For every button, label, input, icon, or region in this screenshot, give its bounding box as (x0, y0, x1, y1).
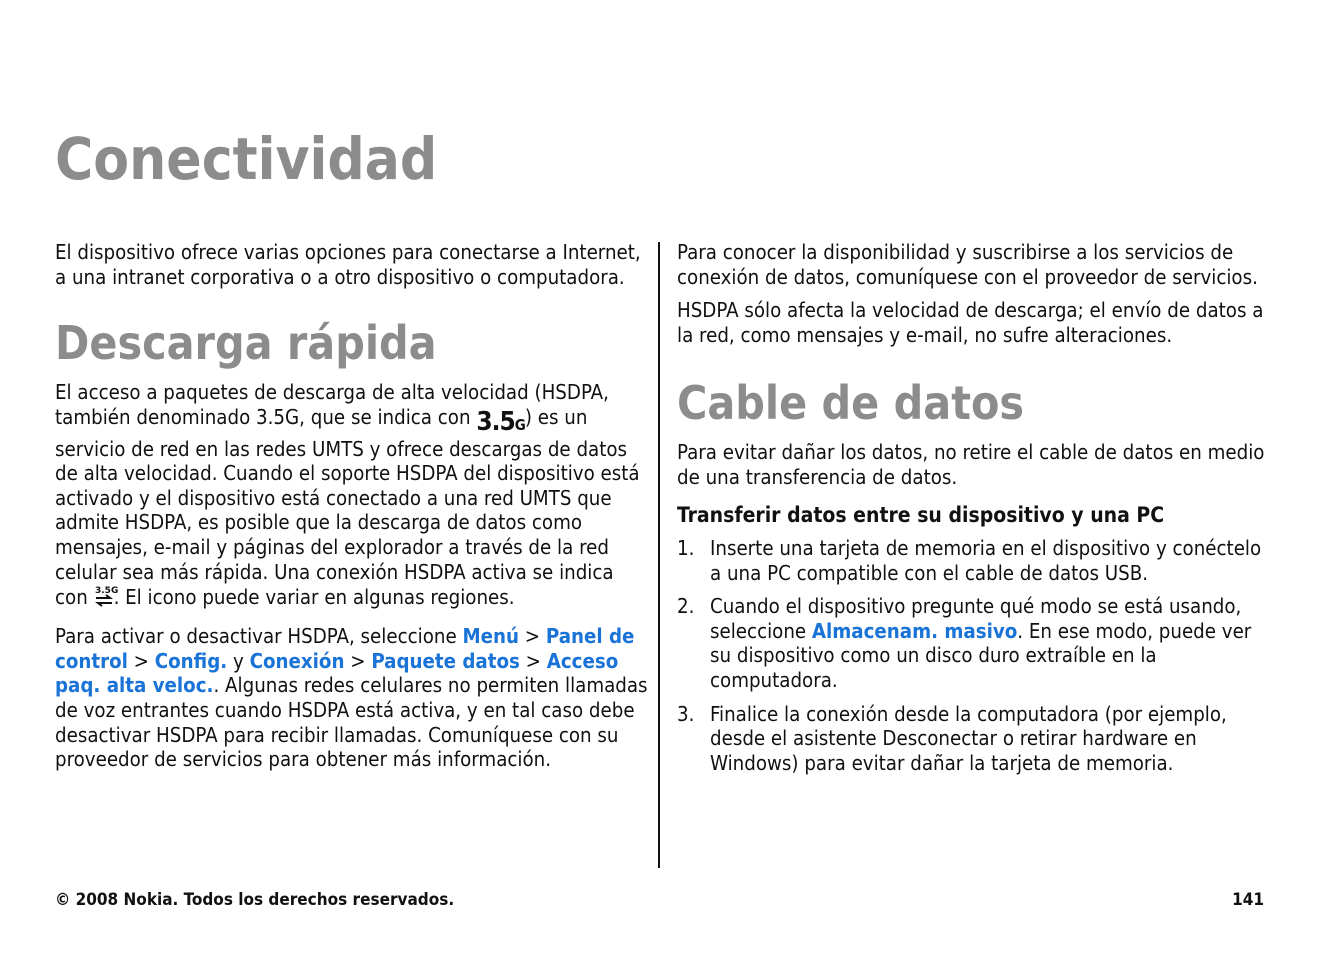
link-acceso-paq-alta-veloc[interactable]: Acceso paq. alta veloc. (55, 648, 619, 698)
descarga-paragraph-2 (55, 624, 650, 772)
descarga-text-b: ) es un servicio de red en las redes UMTS y ofrece descargas de datos de alta velocidad. Cuando el soporte HSDPA del dispositivo está activado y el dispositivo está conectado a una red UMTS que admite HSDPA, es posible que la descarga de datos como mensajes, e-mail y páginas del explorador a través de la red celular sea más rápida. Una conexión HSDPA activa se indica con (55, 404, 640, 610)
separator: > (344, 648, 372, 673)
link-paquete-datos[interactable]: Paquete datos (371, 648, 520, 673)
right-paragraph-1: Para conocer la disponibilidad y suscribirse a los servicios de conexión de datos, comuníquese con el proveedor de servicios. (677, 240, 1258, 289)
separator: > (127, 648, 155, 673)
step-text: Cuando el dispositivo pregunte qué modo se está usando, seleccione (710, 594, 1242, 643)
cable-paragraph: Para evitar dañar los datos, no retire el cable de datos en medio de una transferencia de datos. (677, 440, 1265, 489)
page-number: 141 (1232, 890, 1264, 910)
descarga-p2-text: Para activar o desactivar HSDPA, seleccione (55, 624, 463, 649)
link-menu[interactable]: Menú (462, 624, 519, 649)
conjunction: y (227, 648, 250, 673)
right-column (677, 240, 1277, 784)
list-item (677, 594, 1277, 692)
left-column (55, 240, 650, 781)
step-text: Inserte una tarjeta de memoria en el dispositivo y conéctelo a una PC compatible con el cable de datos USB. (710, 536, 1262, 585)
cable-subheading: Transferir datos entre su dispositivo y una PC (677, 503, 1165, 528)
step-number: 1. (677, 536, 695, 561)
hsdpa-3-5g-icon: 3.5G (476, 406, 525, 437)
step-text: Finalice la conexión desde la computadora (por ejemplo, desde el asistente Desconectar o retirar hardware en Windows) para evitar dañar la tarjeta de memoria. (710, 701, 1227, 775)
step-text-end: . En ese modo, puede ver su dispositivo como un disco duro extraíble en la computadora. (710, 618, 1252, 693)
descarga-p2-text-end: . Algunas redes celulares no permiten llamadas de voz entrantes cuando HSDPA está activa, y en tal caso debe desactivar HSDPA para recibir llamadas. Comuníquese con su proveedor de servicios para obtener más información. (55, 673, 648, 772)
list-item (677, 536, 1277, 585)
step-number: 3. (677, 701, 695, 726)
section-heading-cable: Cable de datos (677, 376, 1025, 431)
descarga-text-a: El acceso a paquetes de descarga de alta velocidad (HSDPA, también denominado 3.5G, que se indica con (55, 380, 609, 429)
right-paragraph-2: HSDPA sólo afecta la velocidad de descarga; el envío de datos a la red, como mensajes y e-mail, no sufre alteraciones. (677, 298, 1264, 347)
descarga-paragraph-1 (55, 380, 650, 610)
link-panel-de-control[interactable]: Panel de control (55, 624, 635, 673)
separator: > (519, 624, 546, 649)
step-number: 2. (677, 594, 695, 619)
descarga-text-c: . El icono puede variar en algunas regiones. (113, 585, 515, 610)
footer-copyright: © 2008 Nokia. Todos los derechos reservados. (55, 890, 455, 910)
column-divider (658, 242, 660, 868)
separator: > (519, 648, 547, 673)
section-heading-descarga: Descarga rápida (55, 316, 437, 371)
page-title: Conectividad (55, 125, 438, 193)
list-item (677, 702, 1277, 776)
svg-text:3.5G: 3.5G (94, 586, 118, 597)
intro-paragraph: El dispositivo ofrece varias opciones para conectarse a Internet, a una intranet corporativa o a otro dispositivo o computadora. (55, 240, 641, 289)
link-config[interactable]: Config. (154, 648, 228, 673)
steps-list (677, 536, 1277, 775)
hsdpa-active-icon (94, 584, 118, 610)
link-conexion[interactable]: Conexión (249, 648, 345, 673)
link-almacenam-masivo[interactable]: Almacenam. masivo (811, 618, 1018, 643)
